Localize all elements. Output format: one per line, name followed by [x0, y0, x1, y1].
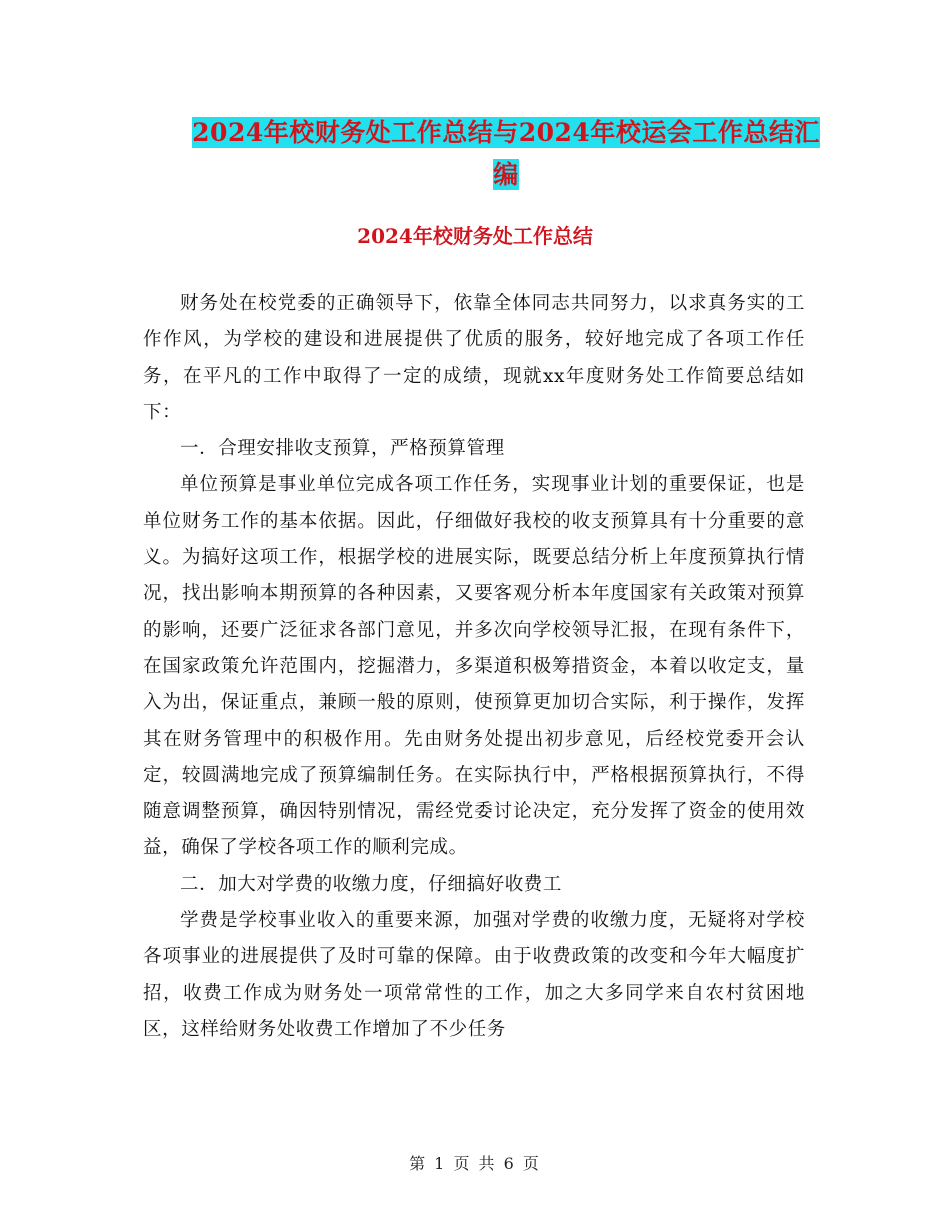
document-title-highlight: 2024年校财务处工作总结与2024年校运会工作总结汇编 [192, 118, 820, 189]
section-title: 2024年校财务处工作总结 [357, 224, 593, 248]
document-body [143, 286, 805, 1048]
section-heading-2: 二．加大对学费的收缴力度，仔细搞好收费工 [180, 873, 563, 895]
document-title [186, 112, 826, 196]
section-heading-1: 一．合理安排收支预算，严格预算管理 [180, 438, 505, 460]
body-paragraph: 单位预算是事业单位完成各项工作任务，实现事业计划的重要保证，也是单位财务工作的基本依据。因此，仔细做好我校的收支预算具有十分重要的意义。为搞好这项工作，根据学校的进展实际，既要总结分析上年度预算执行情况，找出影响本期预算的各种因素，又要客观分析本年度国家有关政策对预算的影响，还要广泛征求各部门意见，并多次向学校领导汇报，在现有条件下，在国家政策允许范围内，挖掘潜力，多渠道积极筹措资金，本着以收定支，量入为出，保证重点，兼顾一般的原则，使预算更加切合实际，利于操作，发挥其在财务管理中的积极作用。先由财务处提出初步意见，后经校党委开会认定，较圆满地完成了预算编制任务。在实际执行中，严格根据预算执行，不得随意调整预算，确因特别情况，需经党委讨论决定，充分发挥了资金的使用效益，确保了学校各项工作的顺利完成。 [143, 474, 805, 859]
body-paragraph: 财务处在校党委的正确领导下，依靠全体同志共同努力，以求真务实的工作作风，为学校的建设和进展提供了优质的服务，较好地完成了各项工作任务，在平凡的工作中取得了一定的成绩，现就xx年度财务处工作简要总结如下： [143, 293, 805, 423]
body-paragraph: 学费是学校事业收入的重要来源，加强对学费的收缴力度，无疑将对学校各项事业的进展提供了及时可靠的保障。由于收费政策的改变和今年大幅度扩招，收费工作成为财务处一项常常性的工作，加之大多同学来自农村贫困地区，这样给财务处收费工作增加了不少任务 [143, 910, 805, 1040]
page-footer: 第 1 页 共 6 页 [409, 1154, 541, 1173]
